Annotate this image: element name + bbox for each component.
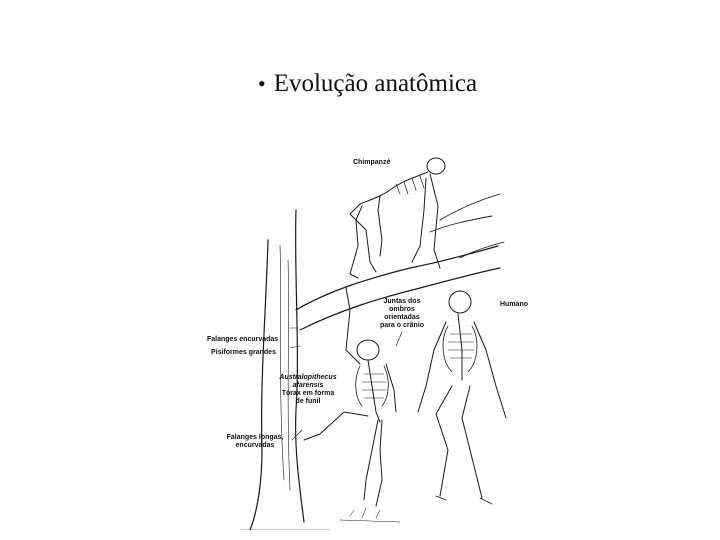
- label-chimpanzee: Chimpanzé: [353, 159, 391, 166]
- tree: [240, 194, 504, 530]
- slide-title: [258, 70, 477, 98]
- label-large-pisiform: Pisiformes grandes: [211, 349, 276, 356]
- label-human: Humano: [500, 301, 528, 308]
- label-long-phalanges: Falanges longas, encurvadas: [226, 434, 284, 449]
- evolution-figure: [200, 150, 540, 530]
- title-bullet: •: [258, 71, 266, 96]
- label-shoulder-joints: Juntas dos ombros orientadas para o crânio: [380, 298, 424, 329]
- chimpanzee-skeleton: [350, 158, 445, 278]
- title-text: Evolução anatômica: [273, 70, 478, 97]
- label-curved-phalanges: Falanges encurvadas: [207, 336, 279, 343]
- label-australopithecus: Australopithecus afarensis Tórax em forma de funil: [279, 374, 337, 405]
